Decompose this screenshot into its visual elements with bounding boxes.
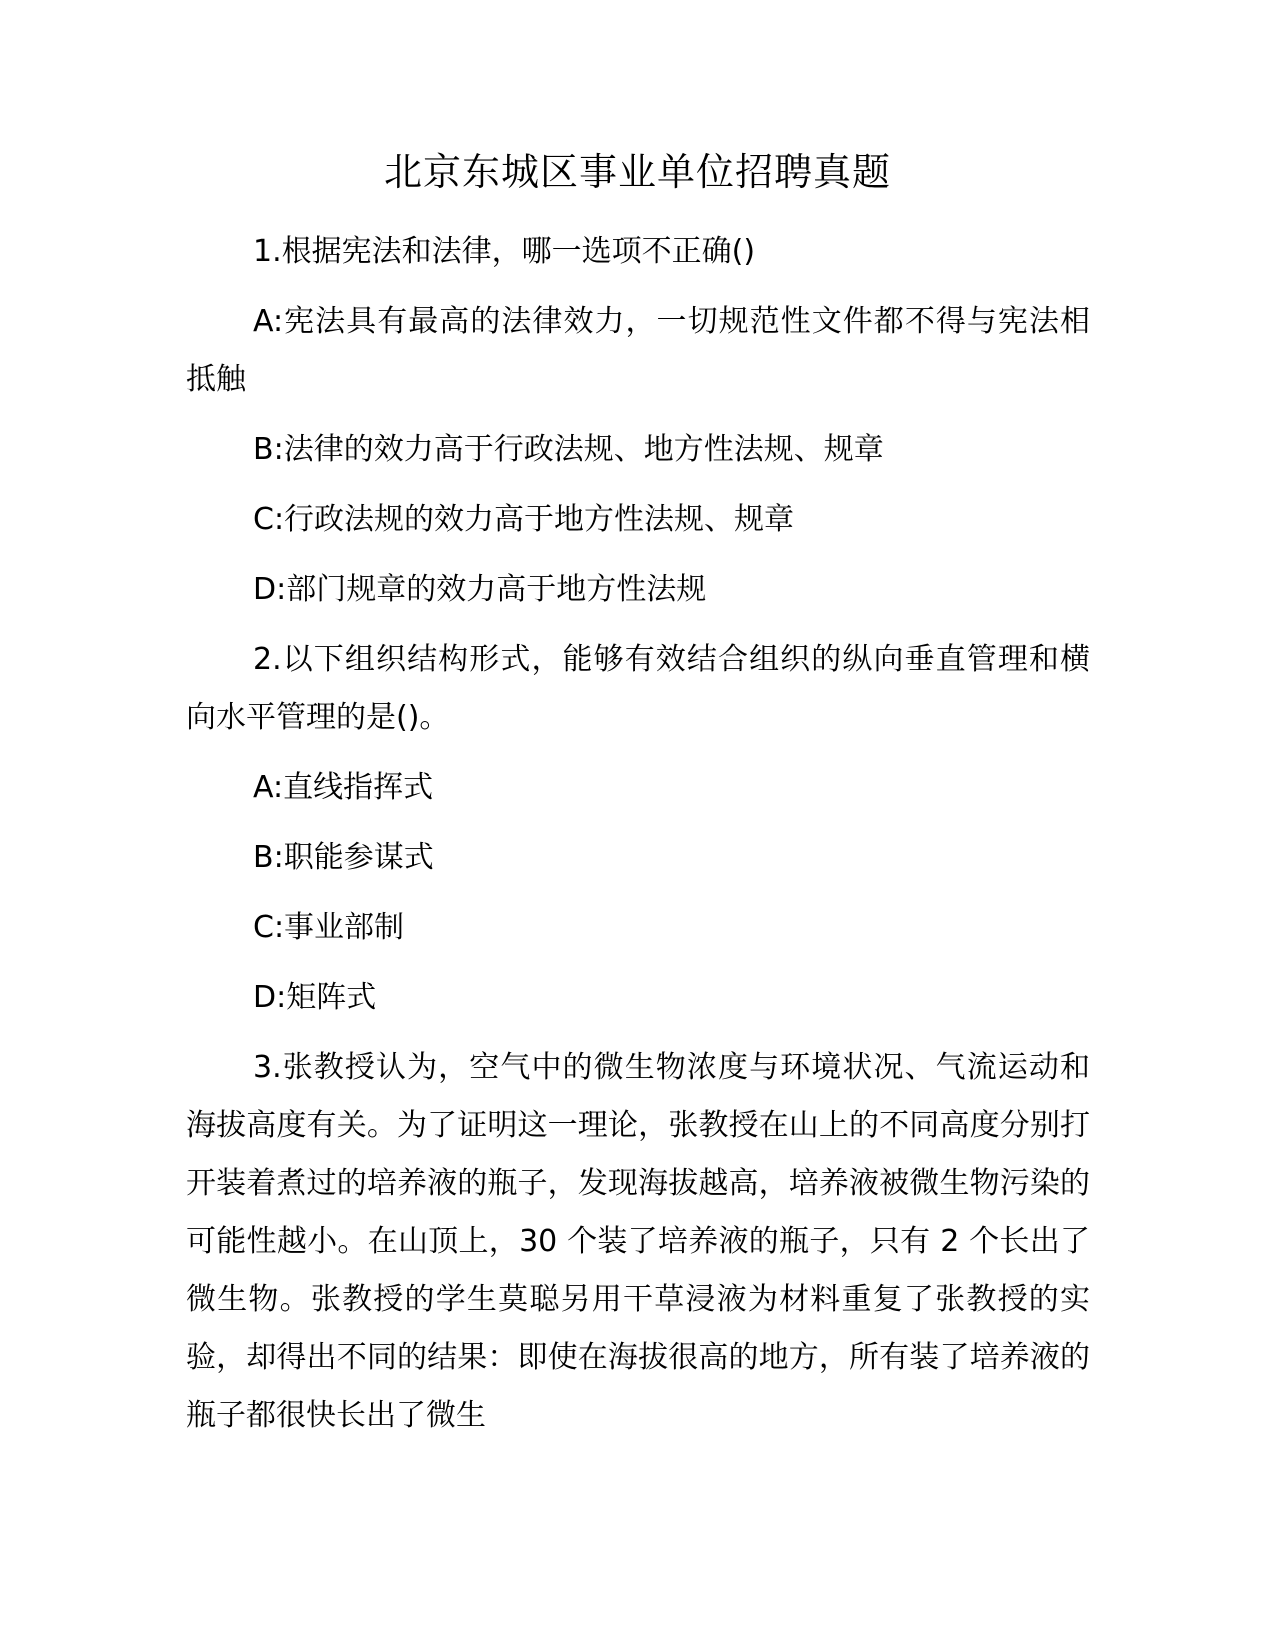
document-title: 北京东城区事业单位招聘真题	[383, 150, 891, 194]
question-2-option-c: C:事业部制	[253, 910, 405, 945]
question-2-stem: 2.以下组织结构形式，能够有效结合组织的纵向垂直管理和横向水平管理的是()。	[186, 642, 1090, 735]
question-2-option-b: B:职能参谋式	[253, 840, 434, 875]
question-3-stem: 3.张教授认为，空气中的微生物浓度与环境状况、气流运动和海拔高度有关。为了证明这一理论，张教授在山上的不同高度分别打开装着煮过的培养液的瓶子，发现海拔越高，培养液被微生物污染的可能性越小。在山顶上，30 个装了培养液的瓶子，只有 2 个长出了微生物。张教授的学生莫聪另用干草浸液为材料重复了张教授的实验，却得出不同的结果：即使在海拔很高的地方，所有装了培养液的瓶子都很快长出了微生	[186, 1050, 1090, 1433]
question-1-option-d: D:部门规章的效力高于地方性法规	[253, 572, 707, 607]
question-1-option-c: C:行政法规的效力高于地方性法规、规章	[253, 502, 795, 537]
question-2-option-d: D:矩阵式	[253, 980, 377, 1015]
document-body	[186, 223, 1090, 1457]
question-1-stem: 1.根据宪法和法律，哪一选项不正确()	[253, 234, 756, 269]
question-1-option-a: A:宪法具有最高的法律效力，一切规范性文件都不得与宪法相抵触	[186, 304, 1090, 397]
question-2-option-a: A:直线指挥式	[253, 770, 434, 805]
question-1-option-b: B:法律的效力高于行政法规、地方性法规、规章	[253, 432, 884, 467]
